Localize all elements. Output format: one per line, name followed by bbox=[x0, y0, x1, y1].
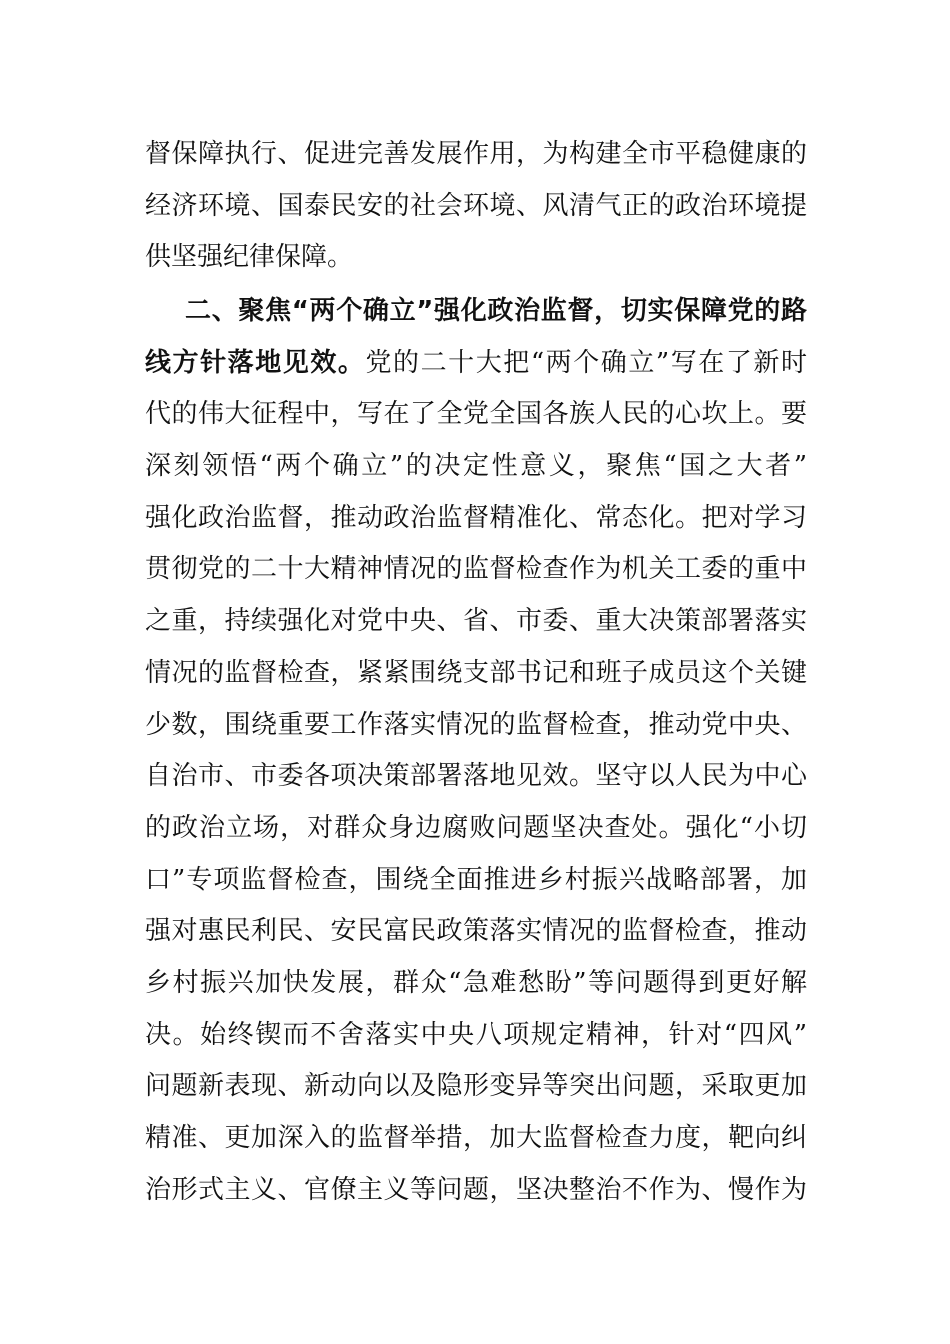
text-span: 党的二十大把“两个确立”写在了新时 bbox=[365, 347, 807, 378]
paragraph-continuation bbox=[145, 129, 807, 284]
text-line: 强化政治监督，推动政治监督精准化、常态化。把对学习 bbox=[145, 502, 807, 533]
text-line: 的政治立场，对群众身边腐败问题坚决查处。强化“小切 bbox=[145, 812, 807, 843]
paragraph-section-two bbox=[145, 286, 807, 1216]
text-line: 自治市、市委各项决策部署落地见效。坚守以人民为中心 bbox=[145, 761, 807, 792]
text-line: 口”专项监督检查，围绕全面推进乡村振兴战略部署，加 bbox=[145, 864, 807, 895]
section-heading-tail: 线方针落地见效。 bbox=[145, 347, 366, 378]
text-line: 之重，持续强化对党中央、省、市委、重大决策部署落实 bbox=[145, 606, 807, 637]
text-line: 乡村振兴加快发展，群众“急难愁盼”等问题得到更好解 bbox=[145, 967, 807, 998]
text-line: 问题新表现、新动向以及隐形变异等突出问题，采取更加 bbox=[145, 1071, 807, 1102]
text-line: 少数，围绕重要工作落实情况的监督检查，推动党中央、 bbox=[145, 709, 807, 740]
text-line bbox=[145, 338, 807, 390]
text-line: 精准、更加深入的监督举措，加大监督检查力度，靶向纠 bbox=[145, 1123, 807, 1153]
text-line: 贯彻党的二十大精神情况的监督检查作为机关工委的重中 bbox=[145, 554, 807, 585]
text-line: 情况的监督检查，紧紧围绕支部书记和班子成员这个关键 bbox=[145, 657, 807, 688]
section-heading-line: 二、聚焦“两个确立”强化政治监督，切实保障党的路 bbox=[185, 296, 807, 326]
text-line: 强对惠民利民、安民富民政策落实情况的监督检查，推动 bbox=[145, 916, 807, 947]
text-line: 治形式主义、官僚主义等问题，坚决整治不作为、慢作为 bbox=[145, 1174, 807, 1205]
text-line: 决。始终锲而不舍落实中央八项规定精神，针对“四风” bbox=[145, 1019, 807, 1050]
text-line: 代的伟大征程中，写在了全党全国各族人民的心坎上。要 bbox=[145, 399, 807, 430]
text-line: 经济环境、国泰民安的社会环境、风清气正的政治环境提 bbox=[145, 190, 807, 221]
text-line: 深刻领悟“两个确立”的决定性意义，聚焦“国之大者” bbox=[145, 451, 807, 482]
text-line: 供坚强纪律保障。 bbox=[145, 242, 354, 273]
text-line: 督保障执行、促进完善发展作用，为构建全市平稳健康的 bbox=[145, 139, 807, 169]
